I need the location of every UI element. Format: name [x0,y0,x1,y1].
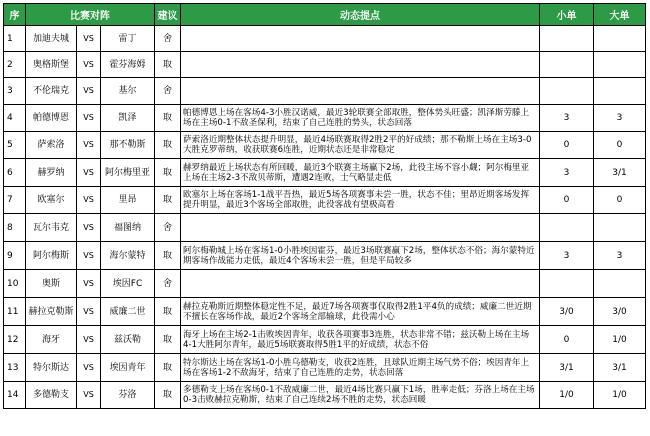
vs-label: VS [77,298,101,326]
big-bet: 1/0 [594,326,646,354]
big-bet: 3 [594,242,646,270]
suggestion: 取 [155,326,181,354]
row-number: 10 [4,270,26,298]
vs-label: VS [77,242,101,270]
news-note [181,270,540,298]
table-row [4,298,646,326]
suggestion: 取 [155,159,181,187]
small-bet [540,270,594,298]
big-bet: 3 [594,105,646,132]
home-team: 帕德博恩 [26,105,77,132]
news-note: 阿尔梅勒城上场在客场1-0小胜埃因霍芬，最近3场联赛赢下2场，整体状态不俗；海尔蒙特近期客场作战能力走低，最近4个客场未尝一胜，但是平局较多 [181,242,540,270]
away-team: 威廉二世 [101,298,155,326]
suggestion: 取 [155,105,181,132]
big-bet: 3/1 [594,159,646,187]
table-row [4,242,646,270]
vs-label: VS [77,78,101,105]
home-team: 海牙 [26,326,77,354]
news-note: 帕德博恩上场在客场4-3小胜汉诺威，最近3轮联赛全部取胜，整体势头旺盛；凯泽斯劳滕上场在主场0-1不敌圣保利，结束了自己连胜的势头，状态回落 [181,105,540,132]
suggestion: 取 [155,354,181,382]
header-no: 序 [4,4,26,26]
big-bet: 1/0 [594,382,646,409]
vs-label: VS [77,382,101,409]
table-row [4,159,646,187]
away-team: 雷丁 [101,26,155,52]
news-note: 特尔斯达上场在客场1-0小胜乌德勒支，收获2连胜，且球队近期主场气势不俗；埃因青年上场在客场1-2不敌海牙，结束了自己连胜的走势，状态回落 [181,354,540,382]
suggestion: 取 [155,298,181,326]
header-pick: 建议 [155,4,181,26]
small-bet: 3 [540,159,594,187]
suggestion: 取 [155,52,181,78]
table-row [4,132,646,159]
home-team: 奥格斯堡 [26,52,77,78]
news-note [181,52,540,78]
big-bet [594,214,646,242]
match-table [3,3,646,409]
home-team: 瓦尔韦克 [26,214,77,242]
home-team: 萨索洛 [26,132,77,159]
table-row [4,52,646,78]
news-note: 多德勒支上场在客场0-1不敌威廉二世，最近4场比赛只赢下1场，胜率走低；芬洛上场在主场0-3击败赫拉克勒斯，结束了自己连续2场不胜的走势，状态回暖 [181,382,540,409]
home-team: 多德勒支 [26,382,77,409]
home-team: 特尔斯达 [26,354,77,382]
header-row [4,4,646,26]
away-team: 芬洛 [101,382,155,409]
big-bet: 0 [594,187,646,214]
small-bet: 1/0 [540,382,594,409]
big-bet [594,78,646,105]
home-team: 不伦瑞克 [26,78,77,105]
header-news: 动态提点 [181,4,540,26]
vs-label: VS [77,354,101,382]
small-bet [540,214,594,242]
row-number: 13 [4,354,26,382]
suggestion: 取 [155,382,181,409]
row-number: 9 [4,242,26,270]
header-small: 小单 [540,4,594,26]
row-number: 2 [4,52,26,78]
vs-label: VS [77,187,101,214]
row-number: 5 [4,132,26,159]
away-team: 基尔 [101,78,155,105]
suggestion: 取 [155,242,181,270]
row-number: 7 [4,187,26,214]
news-note: 欧塞尔上场在客场1-1战平吾热，最近5场各项赛事未尝一胜，状态不佳；里昂近期客场发挥提升明显，最近3个客场全部取胜，此役客战有望极高看 [181,187,540,214]
small-bet: 0 [540,326,594,354]
suggestion: 舍 [155,270,181,298]
news-note: 萨索洛近期整体状态提升明显，最近4场联赛取得2胜2平的好成绩；那不勒斯上场在主场3-0大胜克罗蒂纳，收获联赛6连胜，近期状态还是非常稳定 [181,132,540,159]
news-note: 赫拉克勒斯近期整体稳定性不足，最近7场各项赛事仅取得2胜1平4负的成绩；威廉二世近期不擅长在客场作战，最近2个客场全部输球，此役需小心 [181,298,540,326]
table-row [4,214,646,242]
suggestion: 取 [155,132,181,159]
news-note: 海牙上场在主场2-1击败埃因青年，收获各项赛事3连胜，状态非常不错；兹沃勒上场在主场4-1大胜阿尔青年，最近5场联赛取得5胜1平的好成绩，状态不俗 [181,326,540,354]
small-bet: 0 [540,187,594,214]
news-note [181,26,540,52]
table-row [4,326,646,354]
suggestion: 舍 [155,26,181,52]
row-number: 12 [4,326,26,354]
home-team: 欧塞尔 [26,187,77,214]
big-bet [594,26,646,52]
home-team: 赫拉克勒斯 [26,298,77,326]
away-team: 兹沃勒 [101,326,155,354]
row-number: 1 [4,26,26,52]
vs-label: VS [77,132,101,159]
table-row [4,187,646,214]
small-bet [540,52,594,78]
table-row [4,105,646,132]
away-team: 福图纳 [101,214,155,242]
header-match: 比赛对阵 [26,4,155,26]
row-number: 3 [4,78,26,105]
table-row [4,354,646,382]
row-number: 4 [4,105,26,132]
big-bet: 0 [594,132,646,159]
vs-label: VS [77,52,101,78]
suggestion: 取 [155,187,181,214]
header-big: 大单 [594,4,646,26]
vs-label: VS [77,326,101,354]
away-team: 埃因青年 [101,354,155,382]
row-number: 11 [4,298,26,326]
home-team: 奥斯 [26,270,77,298]
away-team: 里昂 [101,187,155,214]
big-bet [594,52,646,78]
news-note [181,78,540,105]
away-team: 霍芬海姆 [101,52,155,78]
small-bet: 3 [540,242,594,270]
away-team: 那不勒斯 [101,132,155,159]
big-bet [594,270,646,298]
row-number: 6 [4,159,26,187]
away-team: 海尔蒙特 [101,242,155,270]
big-bet: 3/0 [594,298,646,326]
big-bet: 3/1 [594,354,646,382]
small-bet [540,26,594,52]
news-note [181,214,540,242]
small-bet: 3/1 [540,354,594,382]
away-team: 凯泽 [101,105,155,132]
small-bet: 3/0 [540,298,594,326]
home-team: 加迪夫城 [26,26,77,52]
vs-label: VS [77,26,101,52]
away-team: 埃因FC [101,270,155,298]
suggestion: 舍 [155,214,181,242]
table-row [4,78,646,105]
home-team: 阿尔梅斯 [26,242,77,270]
news-note: 赫罗纳最近上场状态有所回暖，最近3个联赛主场赢下2场，此役主场不容小觑；阿尔梅里亚上场在主场2-3不敌贝蒂斯，遭遇2连败，士气略显走低 [181,159,540,187]
small-bet: 0 [540,132,594,159]
small-bet: 3 [540,105,594,132]
small-bet [540,78,594,105]
away-team: 阿尔梅里亚 [101,159,155,187]
suggestion: 舍 [155,78,181,105]
vs-label: VS [77,214,101,242]
vs-label: VS [77,105,101,132]
vs-label: VS [77,159,101,187]
vs-label: VS [77,270,101,298]
row-number: 8 [4,214,26,242]
home-team: 赫罗纳 [26,159,77,187]
table-row [4,382,646,409]
row-number: 14 [4,382,26,409]
table-row [4,26,646,52]
table-row [4,270,646,298]
